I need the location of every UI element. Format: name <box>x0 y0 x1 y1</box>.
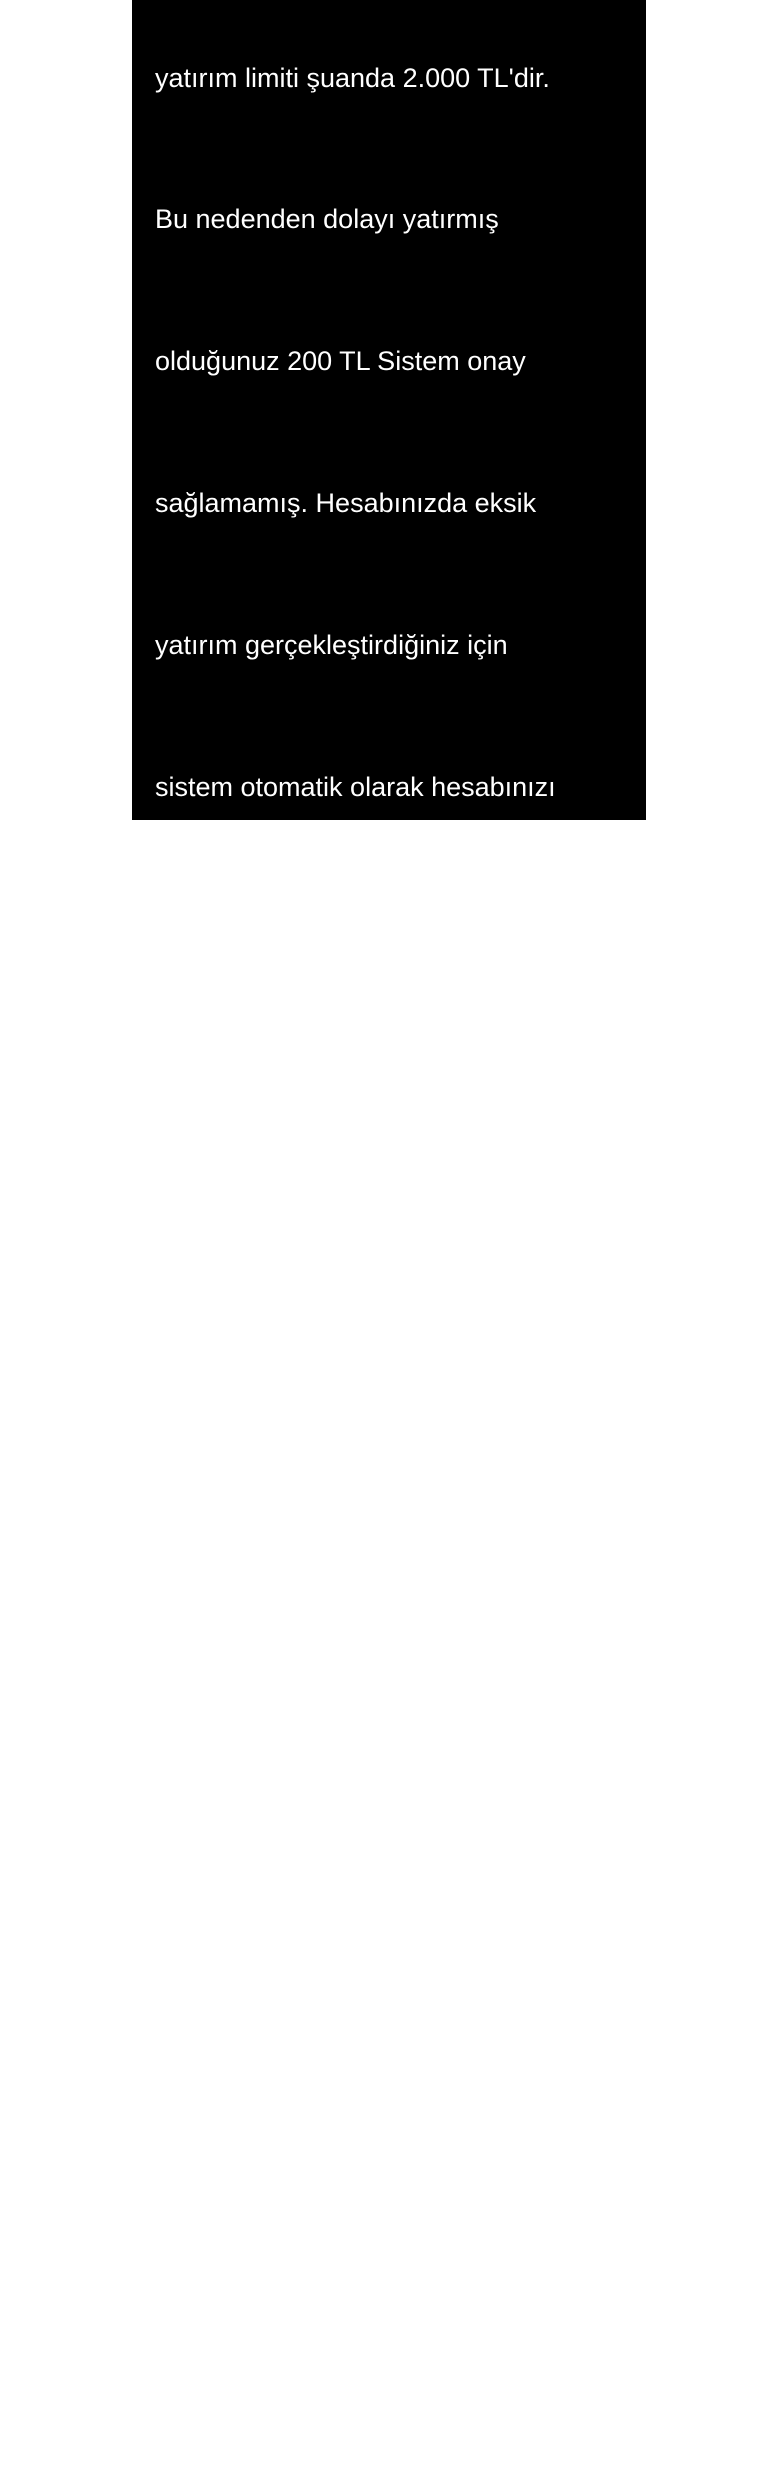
message-bubble <box>132 0 646 2363</box>
message-line: sağlamamış. Hesabınızda eksik <box>155 488 537 519</box>
message-line: 4.000 TL olarak oyun bakiyeniz <box>155 2332 528 2363</box>
message-line: olan 1.800 TL daha yatırımınızı <box>155 1055 528 1086</box>
message-line: hesabınız aktif duruma gelecektir, <box>155 1339 558 1370</box>
message-line: Bu nedenden dolayı yatırmış <box>155 204 499 235</box>
message-line: edebilir dilerseniz de tarafınıza <box>155 1623 522 1654</box>
message-line: tamamlamanız sonucunda <box>155 1197 472 1228</box>
message-line: yatırım limiti şuanda 2.000 TL'dir. <box>155 62 550 93</box>
message-line: sistem otomatik olarak hesabınızı <box>155 772 556 803</box>
message-line: yatırım tutarınızı tamamladıktan <box>155 1907 535 1938</box>
message-text <box>155 0 635 2467</box>
message-line: olduğunuz 200 TL Sistem onay <box>155 346 526 377</box>
message-line: iadenizi gerçekleştirebilirsiniz. Alt <box>155 1765 549 1796</box>
message-line: askıya almış. Hesabınızda eksik <box>155 913 541 944</box>
message-line: sonra %100 Çevrimsiz Sistem <box>155 2049 516 2080</box>
message-line: bonusunuz ile birlikte toplamda <box>155 2190 526 2221</box>
message-line: ardından işlemlerinize devam <box>155 1481 507 1512</box>
message-line: yatırım gerçekleştirdiğiniz için <box>155 630 508 661</box>
